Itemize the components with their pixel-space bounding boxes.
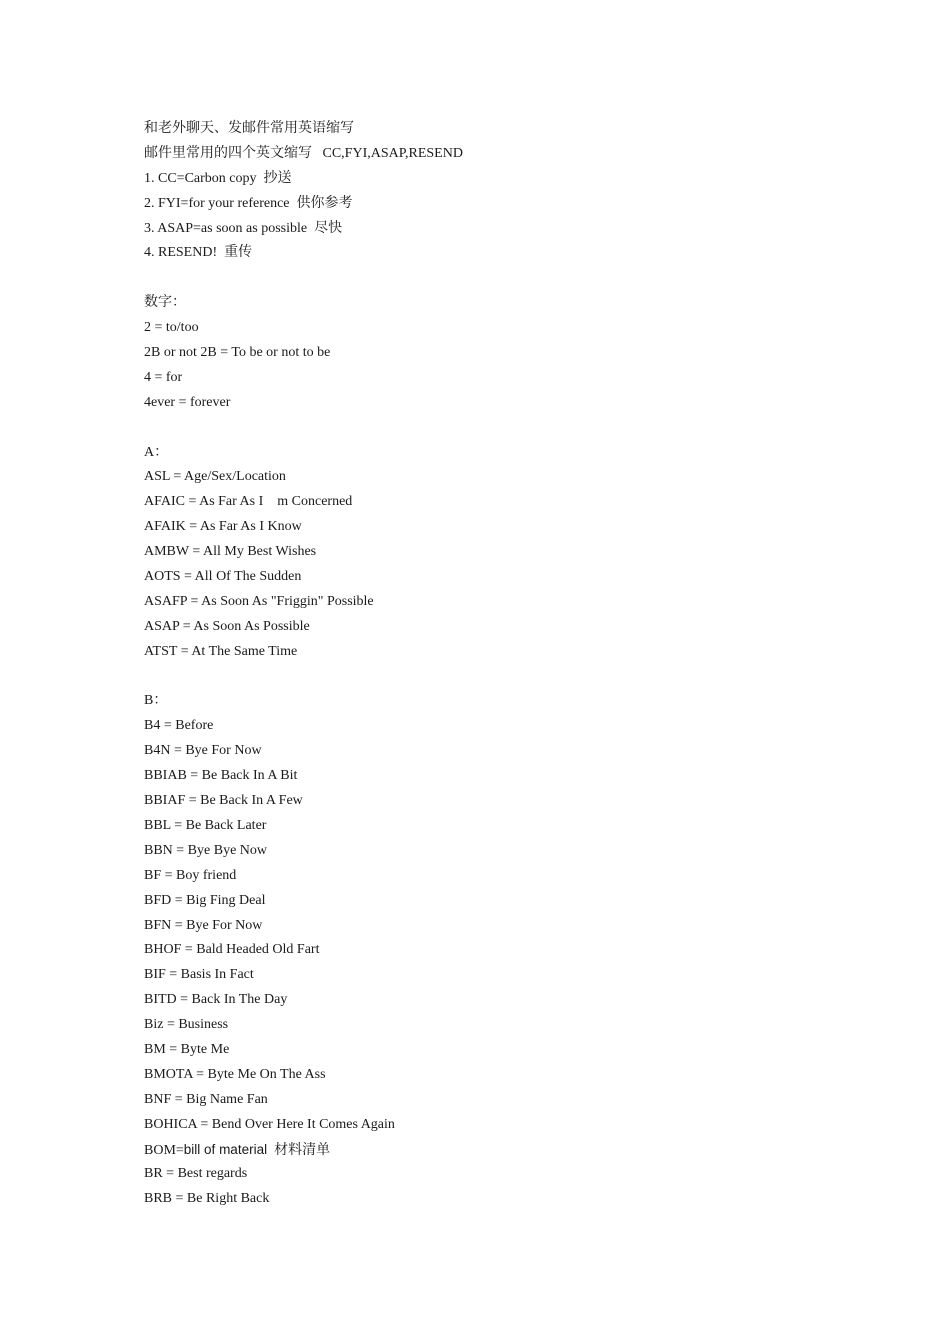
section-a-item: AOTS = All Of The Sudden <box>144 569 302 585</box>
email-abbrev-item-4: 4. RESEND! 重传 <box>144 245 253 261</box>
section-b-item: BBIAF = Be Back In A Few <box>144 793 303 809</box>
email-abbrev-item-2: 2. FYI=for your reference 供你参考 <box>144 195 353 211</box>
section-b-item: BBL = Be Back Later <box>144 817 267 833</box>
bom-prefix: BOM= <box>144 1142 184 1158</box>
section-a-item: ASAP = As Soon As Possible <box>144 618 310 634</box>
section-b-heading: B： <box>144 693 168 709</box>
email-abbrev-item-3: 3. ASAP=as soon as possible 尽快 <box>144 220 343 236</box>
section-a-heading: A： <box>144 444 169 460</box>
document-subtitle: 邮件里常用的四个英文缩写 CC,FYI,ASAP,RESEND <box>144 145 463 161</box>
bom-english: bill of material <box>183 1141 268 1157</box>
section-b-item: BFD = Big Fing Deal <box>144 892 266 908</box>
numbers-item: 4 = for <box>144 369 183 385</box>
section-b-item-bom <box>144 1138 864 1163</box>
section-a-item: ATST = At The Same Time <box>144 643 298 659</box>
email-abbrev-item-1: 1. CC=Carbon copy 抄送 <box>144 170 292 186</box>
section-b-item: BRB = Be Right Back <box>144 1191 270 1207</box>
section-b-item: BF = Boy friend <box>144 867 237 883</box>
section-b-item: Biz = Business <box>144 1017 229 1033</box>
numbers-item: 2B or not 2B = To be or not to be <box>144 345 331 361</box>
section-b-item: BMOTA = Byte Me On The Ass <box>144 1066 326 1082</box>
section-a-item: ASAFP = As Soon As "Friggin" Possible <box>144 593 374 609</box>
paragraph-gap <box>144 416 864 441</box>
paragraph-gap <box>144 266 864 291</box>
document-content <box>144 117 864 1212</box>
section-b-item: BR = Best regards <box>144 1166 248 1182</box>
section-b-item: BFN = Bye For Now <box>144 917 263 933</box>
section-b-item: B4 = Before <box>144 718 214 734</box>
section-b-item: BBIAB = Be Back In A Bit <box>144 768 298 784</box>
section-b-item: BNF = Big Name Fan <box>144 1091 268 1107</box>
section-a-item: AFAIC = As Far As I m Concerned <box>144 494 353 510</box>
paragraph-gap <box>144 665 864 690</box>
section-b-item: BIF = Basis In Fact <box>144 967 254 983</box>
section-a-item: AFAIK = As Far As I Know <box>144 519 302 535</box>
document-title: 和老外聊天、发邮件常用英语缩写 <box>144 121 354 136</box>
section-a-item: AMBW = All My Best Wishes <box>144 544 317 560</box>
numbers-item: 4ever = forever <box>144 394 231 410</box>
bom-chinese: 材料清单 <box>267 1142 331 1158</box>
numbers-item: 2 = to/too <box>144 320 199 336</box>
numbers-heading: 数字： <box>144 295 186 311</box>
section-a-item: ASL = Age/Sex/Location <box>144 469 286 485</box>
section-b-item: BM = Byte Me <box>144 1041 230 1057</box>
section-b-item: BOHICA = Bend Over Here It Comes Again <box>144 1116 395 1132</box>
section-b-item: BHOF = Bald Headed Old Fart <box>144 942 320 958</box>
section-b-item: B4N = Bye For Now <box>144 743 262 759</box>
section-b-item: BITD = Back In The Day <box>144 992 288 1008</box>
section-b-item: BBN = Bye Bye Now <box>144 842 268 858</box>
